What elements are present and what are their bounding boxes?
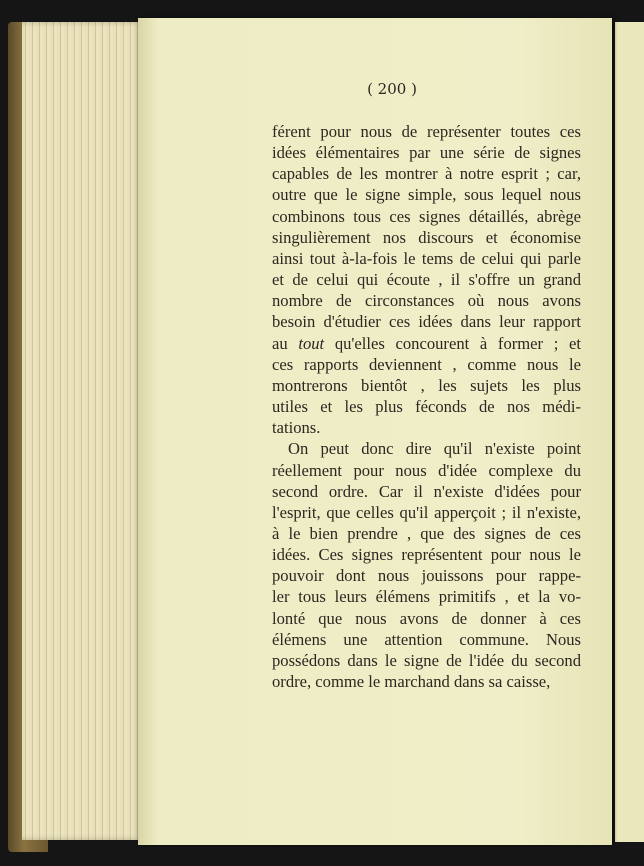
text-line: besoin d'étudier ces idées dans leur rapport bbox=[272, 312, 581, 332]
text-line: combinons tous ces signes détaillés, abrège bbox=[272, 206, 581, 226]
text-line: second ordre. Car il n'existe d'idées pour bbox=[272, 481, 581, 501]
page-number: ( 200 ) bbox=[367, 80, 417, 98]
text-line: ler tous leurs élémens primitifs , et la vo- bbox=[272, 587, 581, 607]
text-line: ces rapports deviennent , comme nous le bbox=[272, 354, 581, 374]
text-line: pouvoir dont nous jouissons pour rappe- bbox=[272, 566, 581, 586]
text-line: possédons dans le signe de l'idée du second bbox=[272, 650, 581, 670]
text-line: singulièrement nos discours et économise bbox=[272, 227, 581, 247]
book-page bbox=[138, 18, 612, 845]
text-line: utiles et les plus féconds de nos médi- bbox=[272, 397, 581, 417]
text-line: idées élémentaires par une série de signes bbox=[272, 143, 581, 163]
text-line: élémens une attention commune. Nous bbox=[272, 629, 581, 649]
text-line: outre que le signe simple, sous lequel nous bbox=[272, 185, 581, 205]
text-line: lonté que nous avons de donner à ces bbox=[272, 608, 581, 628]
text-line: nombre de circonstances où nous avons bbox=[272, 291, 581, 311]
text-line: idées. Ces signes représentent pour nous le bbox=[272, 545, 581, 565]
facing-page-edge bbox=[615, 22, 644, 842]
text-line: férent pour nous de représenter toutes ces bbox=[272, 122, 581, 141]
text-line: capables de les montrer à notre esprit ; car, bbox=[272, 164, 581, 184]
text-line: On peut donc dire qu'il n'existe point bbox=[288, 439, 581, 459]
page-stack-edge bbox=[22, 22, 142, 840]
text-line: au tout qu'elles concourent à former ; et bbox=[272, 333, 582, 353]
text-line: et de celui qui écoute , il s'offre un grand bbox=[272, 270, 581, 290]
text-line: tations. bbox=[272, 418, 321, 438]
text-line: ainsi tout à-la-fois le tems de celui qui parle bbox=[272, 248, 581, 268]
text-line: ordre, comme le marchand dans sa caisse, bbox=[272, 672, 551, 692]
text-line: à le bien prendre , que des signes de ces bbox=[272, 523, 581, 543]
text-line: l'esprit, que celles qu'il apperçoit ; il n'existe, bbox=[272, 502, 581, 522]
text-line: montrerons bientôt , les sujets les plus bbox=[272, 375, 581, 395]
text-line: réellement pour nous d'idée complexe du bbox=[272, 460, 581, 480]
page-body bbox=[272, 121, 581, 692]
